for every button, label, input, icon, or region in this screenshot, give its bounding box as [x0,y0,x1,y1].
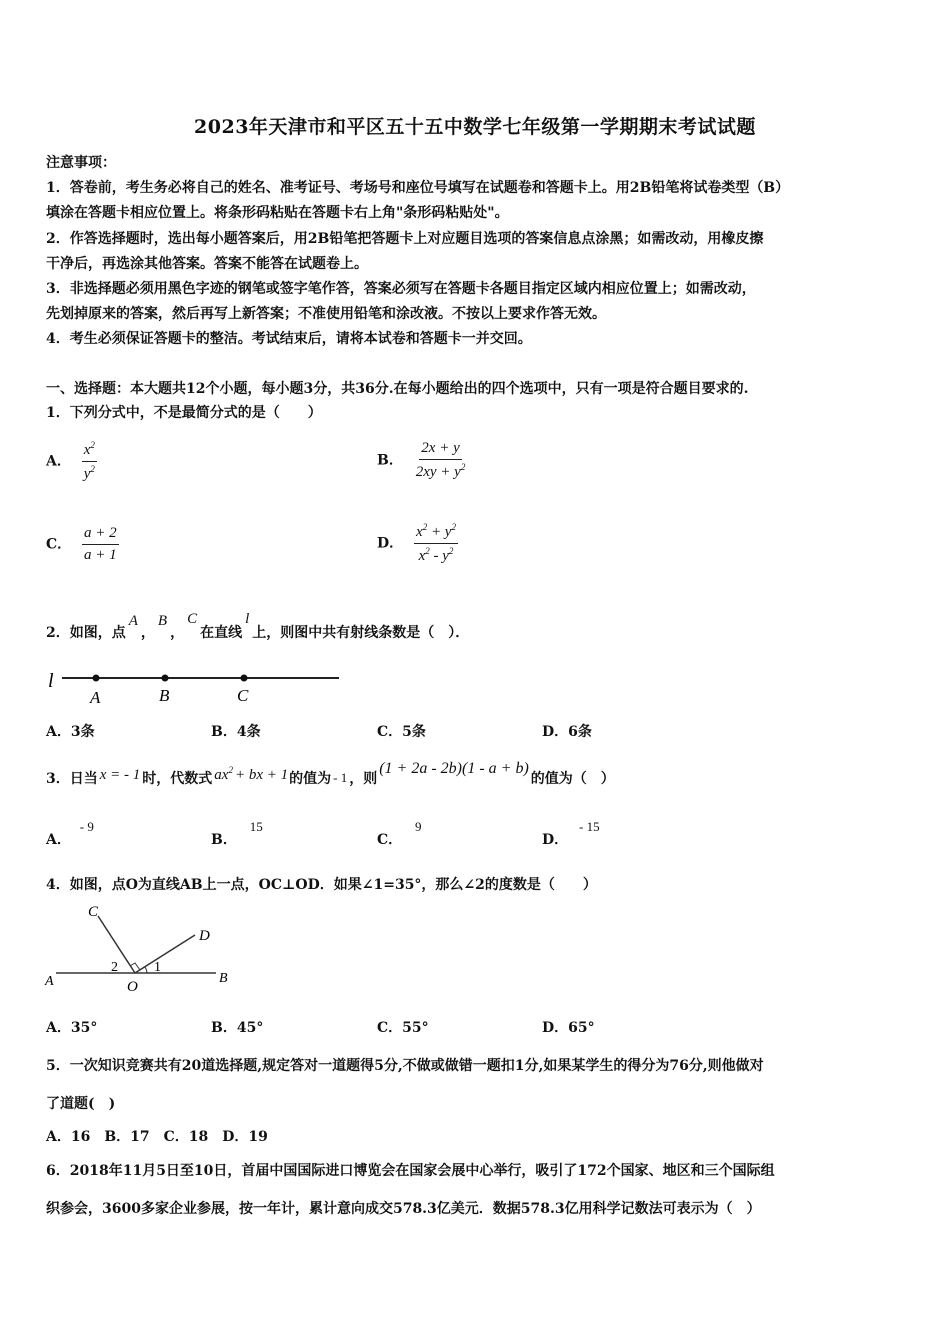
exponent: 2 [448,546,454,556]
ray-od [135,935,195,973]
notice-heading: 注意事项： [46,155,116,171]
section-heading: 一、选择题：本大题共12个小题，每小题3分，共36分.在每小题给出的四个选项中，只有一项是符合题目要求的. [46,381,749,397]
q2-option-d: D．6条 [542,724,592,740]
numerator: a + 2 [84,525,117,541]
exponent: 2 [422,522,428,532]
exponent: 2 [451,522,456,532]
notice-line: 1．答卷前，考生务必将自己的姓名、准考证号、考场号和座位号填写在试题卷和答题卡上。用2B铅笔将试卷类型（B） [46,180,790,196]
angle-1-arc [145,967,147,973]
label-a: A [90,688,101,707]
label-b: B [219,971,228,986]
q2-option-a: A．3条 [46,724,95,740]
line-label: l [245,611,250,627]
q3-value: - 1 [333,770,348,785]
q1-option-c [46,525,119,564]
exponent: 2 [460,462,466,472]
q2-stem [46,602,469,642]
option-label: B． [377,452,403,469]
q6-stem-line1: 6．2018年11月5日至10日，首届中国国际进口博览会在国家会展中心举行，吸引了172个国家、地区和三个国际组 [46,1163,775,1179]
q3-option-d [542,819,600,849]
option-label: A． [46,453,71,470]
q1-option-a [46,440,97,483]
q4-angle-figure [44,900,244,998]
exponent: 2 [90,464,95,474]
q3-expression: + bx + 1 [234,767,289,783]
q3-stem-part: 3．日当 [46,771,98,787]
denominator: y [83,466,91,482]
numerator: 2x + y [421,440,460,456]
notice-line: 先划掉原来的答案，然后再写上新答案；不准使用铅笔和涂改液。不按以上要求作答无效。 [46,306,606,322]
comma: ， [170,625,185,641]
point-a [93,675,100,682]
point-b [162,675,169,682]
q2-option-b: B．4条 [211,724,261,740]
denominator: 2xy + y [415,464,461,480]
label-a: A [45,974,54,989]
point-label: C [187,611,198,627]
q1-stem: 1．下列分式中，不是最简分式的是（ ） [46,405,322,421]
q3-expression: ax [214,767,229,783]
option-label: D． [377,535,404,552]
fraction: $\frac{x^2 + y^2}{x^2 - y^2}$ [416,522,456,564]
option-label: A． [46,832,71,848]
fraction [82,440,97,483]
q3-stem-part: ，则 [349,771,378,787]
q4-option-b: B．45° [211,1020,264,1036]
q3-condition: x = - 1 [99,767,141,783]
notice-line: 填涂在答题卡相应位置上。将条形码粘贴在答题卡右上角"条形码粘贴处"。 [46,205,509,221]
option-label: B． [211,832,237,848]
comma: ， [140,625,155,641]
notice-line: 4．考生必须保证答题卡的整洁。考试结束后，请将本试卷和答题卡一并交回。 [46,331,532,347]
fraction [414,440,468,481]
option-value: 9 [415,819,422,834]
q5-options: A．16 B．17 C．18 D．19 [46,1129,268,1145]
option-label: C． [377,832,403,848]
q3-stem-part: 时，代数式 [142,771,213,787]
numerator: x [83,442,91,458]
exponent: 2 [425,546,430,556]
q4-option-c: C．55° [377,1020,429,1036]
label-l: l [48,670,54,692]
q3-stem-part: 的值为（ ） [530,771,615,787]
q2-stem-part: 2．如图，点 [46,625,126,641]
label-d: D [199,928,210,944]
label-c: C [237,686,249,705]
label-angle-1: 1 [154,960,161,975]
q1-option-b [377,440,467,481]
q1-option-d [377,522,458,565]
q3-stem [46,758,615,788]
fraction [82,525,119,564]
denominator: a + 1 [84,547,117,563]
option-label: D． [542,832,569,848]
notice-line: 干净后，再选涂其他答案。答案不能答在试题卷上。 [46,256,368,272]
point-label: B [157,613,168,629]
point-label: A [128,613,138,629]
option-label: C． [46,536,72,553]
q2-line-figure [44,665,344,710]
q2-option-c: C．5条 [377,724,426,740]
label-o: O [127,979,138,995]
q5-stem-line1: 5．一次知识竞赛共有20道选择题,规定答对一道题得5分,不做或做错一题扣1分,如果某学生的得分为76分,则他做对 [46,1058,764,1074]
q3-expression-2: (1 + 2a - 2b)(1 - a + b) [379,760,529,777]
option-value: - 15 [579,819,600,834]
notice-line: 3．非选择题必须用黑色字迹的钢笔或签字笔作答，答案必须写在答题卡各题目指定区域内相应位置上；如需改动， [46,281,756,297]
q4-option-a: A．35° [46,1020,98,1036]
q2-stem-part: 上，则图中共有射线条数是（ ）． [252,625,470,641]
q3-option-c [377,819,422,849]
option-value: 15 [249,819,263,834]
q3-option-a [46,819,94,849]
page-title: 2023年天津市和平区五十五中数学七年级第一学期期末考试试题 [194,116,756,138]
label-angle-2: 2 [111,960,118,975]
notice-line: 2．作答选择题时，选出每小题答案后，用2B铅笔把答题卡上对应题目选项的答案信息点涂黑；如需改动，用橡皮擦 [46,231,764,247]
q2-stem-part: 在直线 [200,625,243,641]
option-value: - 9 [79,819,94,834]
q4-option-d: D．65° [542,1020,595,1036]
exponent: 2 [90,440,95,450]
label-c: C [88,904,99,920]
q5-stem-line2: 了道题( ) [46,1096,116,1112]
q4-stem: 4．如图，点O为直线AB上一点，OC⊥OD．如果∠1=35°，那么∠2的度数是（ ） [46,877,597,893]
label-b: B [159,686,170,705]
point-c [241,675,248,682]
q3-stem-part: 的值为 [289,771,332,787]
q6-stem-line2: 织参会，3600多家企业参展，按一年计，累计意向成交578.3亿美元．数据578.3亿用科学记数法可表示为（ ） [46,1201,761,1217]
exponent: 2 [228,765,233,775]
q3-option-b [211,819,263,849]
